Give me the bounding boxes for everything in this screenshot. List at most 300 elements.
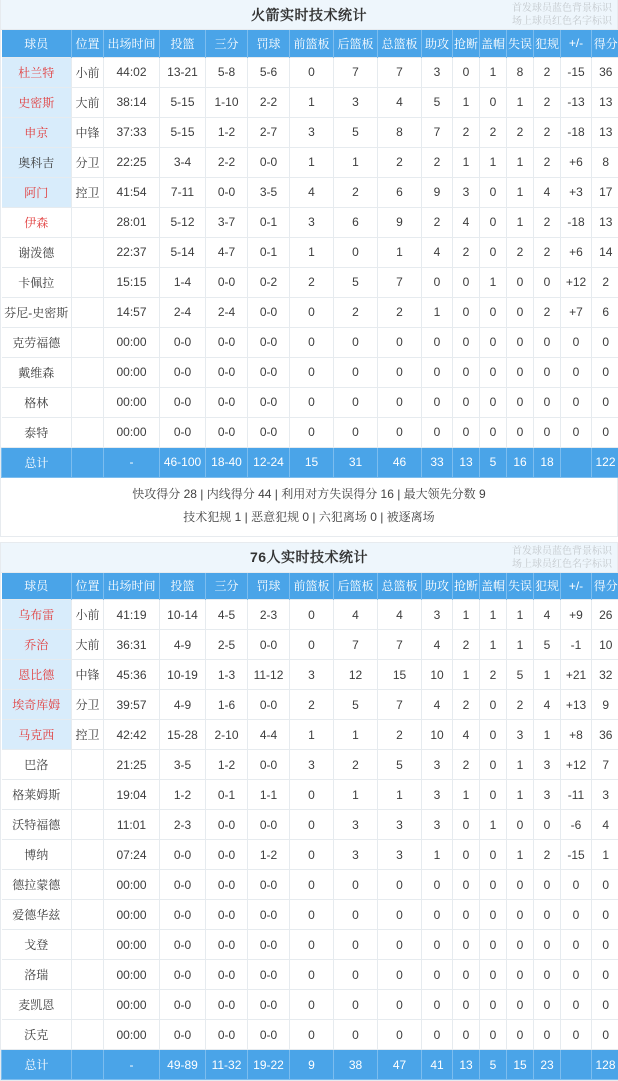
stat-cell-drb: 0 bbox=[334, 990, 378, 1020]
stat-cell-trb: 0 bbox=[378, 990, 422, 1020]
player-name-cell: 戈登 bbox=[2, 930, 72, 960]
stat-cell-pts: 13 bbox=[592, 87, 618, 117]
column-header-blk: 盖帽 bbox=[480, 30, 507, 57]
stat-cell-pm: +12 bbox=[561, 750, 592, 780]
stat-cell-fg: 4-9 bbox=[160, 630, 206, 660]
sixers-table-title: 76人实时技术统计 bbox=[250, 547, 368, 567]
stat-cell-stl: 0 bbox=[453, 810, 480, 840]
stat-cell-pos: 中锋 bbox=[72, 117, 104, 147]
stat-cell-tp: 1-10 bbox=[206, 87, 248, 117]
column-header-pm: +/- bbox=[561, 573, 592, 600]
stat-cell-stl: 0 bbox=[453, 900, 480, 930]
player-row bbox=[2, 840, 618, 870]
stat-cell-orb: 2 bbox=[290, 690, 334, 720]
stat-cell-ast: 41 bbox=[422, 1050, 453, 1080]
stat-cell-stl: 4 bbox=[453, 207, 480, 237]
stat-cell-pts: 36 bbox=[592, 57, 618, 87]
stat-cell-tov: 2 bbox=[507, 690, 534, 720]
stat-cell-pts: 0 bbox=[592, 1020, 618, 1050]
stat-cell-blk: 0 bbox=[480, 417, 507, 447]
column-header-name: 球员 bbox=[2, 30, 72, 57]
stat-cell-time: 22:37 bbox=[104, 237, 160, 267]
stat-cell-ft: 0-0 bbox=[248, 870, 290, 900]
stat-cell-blk: 0 bbox=[480, 690, 507, 720]
column-header-ft: 罚球 bbox=[248, 30, 290, 57]
stat-cell-ft: 0-0 bbox=[248, 750, 290, 780]
stat-cell-tov: 1 bbox=[507, 87, 534, 117]
stat-cell-pts: 13 bbox=[592, 117, 618, 147]
stat-cell-pts: 0 bbox=[592, 870, 618, 900]
stat-cell-tp: 0-0 bbox=[206, 177, 248, 207]
stat-cell-pf: 5 bbox=[534, 630, 561, 660]
stat-cell-stl: 2 bbox=[453, 750, 480, 780]
team-stats-line: 快攻得分 28 | 内线得分 44 | 利用对方失误得分 16 | 最大领先分数 9 bbox=[1, 483, 617, 506]
stat-cell-time: 00:00 bbox=[104, 387, 160, 417]
stat-cell-trb: 3 bbox=[378, 810, 422, 840]
stat-cell-pos: 大前 bbox=[72, 87, 104, 117]
column-header-drb: 后篮板 bbox=[334, 573, 378, 600]
stat-cell-blk: 1 bbox=[480, 630, 507, 660]
stat-cell-pf: 0 bbox=[534, 387, 561, 417]
stat-cell-time: 00:00 bbox=[104, 1020, 160, 1050]
column-header-stl: 抢断 bbox=[453, 30, 480, 57]
stat-cell-trb: 3 bbox=[378, 840, 422, 870]
stat-cell-drb: 4 bbox=[334, 600, 378, 630]
stat-cell-drb: 5 bbox=[334, 117, 378, 147]
stat-cell-orb: 0 bbox=[290, 357, 334, 387]
stat-cell-ast: 7 bbox=[422, 117, 453, 147]
stat-cell-drb: 0 bbox=[334, 930, 378, 960]
player-name-cell: 乌布雷 bbox=[2, 600, 72, 630]
stat-cell-stl: 0 bbox=[453, 387, 480, 417]
stat-cell-blk: 0 bbox=[480, 207, 507, 237]
stat-cell-ast: 0 bbox=[422, 387, 453, 417]
player-row bbox=[2, 810, 618, 840]
stat-cell-trb: 0 bbox=[378, 900, 422, 930]
stat-cell-tp: 1-3 bbox=[206, 660, 248, 690]
stat-cell-pts: 26 bbox=[592, 600, 618, 630]
stat-cell-pts: 0 bbox=[592, 387, 618, 417]
stat-cell-orb: 0 bbox=[290, 600, 334, 630]
stat-cell-pm: 0 bbox=[561, 417, 592, 447]
player-row bbox=[2, 930, 618, 960]
stat-cell-tov: 3 bbox=[507, 720, 534, 750]
stat-cell-pos bbox=[72, 417, 104, 447]
stat-cell-pos bbox=[72, 960, 104, 990]
stat-cell-trb: 6 bbox=[378, 177, 422, 207]
stat-cell-tp: 2-10 bbox=[206, 720, 248, 750]
stat-cell-blk: 0 bbox=[480, 87, 507, 117]
stat-cell-tp: 0-1 bbox=[206, 780, 248, 810]
stat-cell-pos: 分卫 bbox=[72, 690, 104, 720]
player-row bbox=[2, 630, 618, 660]
stat-cell-time: 44:02 bbox=[104, 57, 160, 87]
stat-cell-ft: 0-0 bbox=[248, 357, 290, 387]
stat-cell-pts: 122 bbox=[592, 447, 618, 477]
stat-cell-time: 00:00 bbox=[104, 960, 160, 990]
stat-cell-blk: 0 bbox=[480, 990, 507, 1020]
stat-cell-pf: 2 bbox=[534, 840, 561, 870]
column-header-pts: 得分 bbox=[592, 30, 618, 57]
stat-cell-ft: 0-0 bbox=[248, 690, 290, 720]
stat-cell-trb: 0 bbox=[378, 1020, 422, 1050]
stat-cell-tov: 0 bbox=[507, 900, 534, 930]
stat-cell-tp: 2-5 bbox=[206, 630, 248, 660]
stat-cell-ast: 0 bbox=[422, 327, 453, 357]
stat-cell-drb: 0 bbox=[334, 417, 378, 447]
player-row bbox=[2, 417, 618, 447]
stat-cell-stl: 1 bbox=[453, 660, 480, 690]
stat-cell-stl: 1 bbox=[453, 600, 480, 630]
stat-cell-pts: 36 bbox=[592, 720, 618, 750]
player-name-cell: 德拉蒙德 bbox=[2, 870, 72, 900]
stat-cell-pf: 2 bbox=[534, 237, 561, 267]
stat-cell-ast: 0 bbox=[422, 930, 453, 960]
stat-cell-ast: 10 bbox=[422, 720, 453, 750]
stat-cell-pos bbox=[72, 750, 104, 780]
stat-cell-time: 45:36 bbox=[104, 660, 160, 690]
column-header-pf: 犯规 bbox=[534, 30, 561, 57]
stat-cell-blk: 2 bbox=[480, 117, 507, 147]
player-name-cell: 乔治 bbox=[2, 630, 72, 660]
stat-cell-drb: 0 bbox=[334, 387, 378, 417]
stat-cell-pos bbox=[72, 357, 104, 387]
stat-cell-orb: 1 bbox=[290, 147, 334, 177]
stat-cell-stl: 1 bbox=[453, 87, 480, 117]
stat-cell-tp: 4-5 bbox=[206, 600, 248, 630]
stat-cell-time: 00:00 bbox=[104, 930, 160, 960]
stat-cell-ft: 0-0 bbox=[248, 990, 290, 1020]
stat-cell-fg: 10-14 bbox=[160, 600, 206, 630]
stat-cell-time: 14:57 bbox=[104, 297, 160, 327]
stat-cell-orb: 9 bbox=[290, 1050, 334, 1080]
stat-cell-tp: 0-0 bbox=[206, 387, 248, 417]
stat-cell-pm: -6 bbox=[561, 810, 592, 840]
stat-cell-orb: 1 bbox=[290, 720, 334, 750]
stat-cell-pm: +6 bbox=[561, 147, 592, 177]
stat-cell-ast: 0 bbox=[422, 960, 453, 990]
stat-cell-pm: +3 bbox=[561, 177, 592, 207]
stat-cell-blk: 0 bbox=[480, 960, 507, 990]
stat-cell-tov: 5 bbox=[507, 660, 534, 690]
stat-cell-fg: 0-0 bbox=[160, 990, 206, 1020]
stat-cell-blk: 1 bbox=[480, 147, 507, 177]
stat-cell-pm: 0 bbox=[561, 930, 592, 960]
stat-cell-pm: 0 bbox=[561, 357, 592, 387]
stat-cell-ast: 3 bbox=[422, 780, 453, 810]
column-header-row bbox=[2, 573, 618, 600]
stat-cell-tov: 0 bbox=[507, 960, 534, 990]
stat-cell-drb: 12 bbox=[334, 660, 378, 690]
stat-cell-orb: 4 bbox=[290, 177, 334, 207]
stat-cell-pm: 0 bbox=[561, 870, 592, 900]
stat-cell-blk: 2 bbox=[480, 660, 507, 690]
stat-cell-drb: 31 bbox=[334, 447, 378, 477]
stat-cell-pts: 128 bbox=[592, 1050, 618, 1080]
stat-cell-ast: 4 bbox=[422, 237, 453, 267]
stat-cell-tov: 2 bbox=[507, 117, 534, 147]
stat-cell-drb: 5 bbox=[334, 690, 378, 720]
stat-cell-ast: 4 bbox=[422, 690, 453, 720]
stat-cell-orb: 0 bbox=[290, 900, 334, 930]
player-name-cell: 戴维森 bbox=[2, 357, 72, 387]
rockets-stats-table bbox=[1, 30, 618, 478]
stat-cell-pf: 0 bbox=[534, 870, 561, 900]
stat-cell-pts: 2 bbox=[592, 267, 618, 297]
stat-cell-tov: 2 bbox=[507, 237, 534, 267]
stat-cell-pf: 0 bbox=[534, 417, 561, 447]
stat-cell-ft: 4-4 bbox=[248, 720, 290, 750]
stat-cell-orb: 0 bbox=[290, 780, 334, 810]
column-header-drb: 后篮板 bbox=[334, 30, 378, 57]
stat-cell-tov: 0 bbox=[507, 417, 534, 447]
player-name-cell: 伊森 bbox=[2, 207, 72, 237]
stat-cell-orb: 0 bbox=[290, 1020, 334, 1050]
stat-cell-pts: 0 bbox=[592, 900, 618, 930]
stat-cell-pts: 17 bbox=[592, 177, 618, 207]
stat-cell-tov: 15 bbox=[507, 1050, 534, 1080]
column-header-ast: 助攻 bbox=[422, 573, 453, 600]
player-row bbox=[2, 87, 618, 117]
stat-cell-tp: 2-2 bbox=[206, 147, 248, 177]
stat-cell-ft: 19-22 bbox=[248, 1050, 290, 1080]
stat-cell-ft: 12-24 bbox=[248, 447, 290, 477]
stat-cell-ft: 0-0 bbox=[248, 297, 290, 327]
stat-cell-ft: 0-0 bbox=[248, 327, 290, 357]
player-name-cell: 恩比德 bbox=[2, 660, 72, 690]
stat-cell-drb: 3 bbox=[334, 810, 378, 840]
stat-cell-ft: 0-0 bbox=[248, 960, 290, 990]
column-header-fg: 投篮 bbox=[160, 30, 206, 57]
stat-cell-pos: 中锋 bbox=[72, 660, 104, 690]
stat-cell-blk: 0 bbox=[480, 840, 507, 870]
stat-cell-pf: 0 bbox=[534, 960, 561, 990]
stat-cell-pts: 13 bbox=[592, 207, 618, 237]
stat-cell-pts: 0 bbox=[592, 357, 618, 387]
player-name-cell: 沃特福德 bbox=[2, 810, 72, 840]
player-row bbox=[2, 960, 618, 990]
stat-cell-fg: 15-28 bbox=[160, 720, 206, 750]
column-header-ft: 罚球 bbox=[248, 573, 290, 600]
stat-cell-pos bbox=[72, 207, 104, 237]
stat-cell-tp: 0-0 bbox=[206, 357, 248, 387]
stat-cell-trb: 0 bbox=[378, 930, 422, 960]
stat-cell-fg: 13-21 bbox=[160, 57, 206, 87]
stat-cell-fg: 0-0 bbox=[160, 840, 206, 870]
stat-cell-pf: 0 bbox=[534, 327, 561, 357]
column-header-name: 球员 bbox=[2, 573, 72, 600]
stat-cell-fg: 3-5 bbox=[160, 750, 206, 780]
player-row bbox=[2, 117, 618, 147]
stat-cell-fg: 10-19 bbox=[160, 660, 206, 690]
stat-cell-drb: 38 bbox=[334, 1050, 378, 1080]
stat-cell-stl: 0 bbox=[453, 960, 480, 990]
stat-cell-pos bbox=[72, 387, 104, 417]
stat-cell-tp: 0-0 bbox=[206, 990, 248, 1020]
player-row bbox=[2, 1020, 618, 1050]
stat-cell-trb: 7 bbox=[378, 630, 422, 660]
stat-cell-ft: 11-12 bbox=[248, 660, 290, 690]
stat-cell-pts: 0 bbox=[592, 930, 618, 960]
player-name-cell: 巴洛 bbox=[2, 750, 72, 780]
stat-cell-pos bbox=[72, 780, 104, 810]
stat-cell-tov: 1 bbox=[507, 177, 534, 207]
stat-cell-tov: 16 bbox=[507, 447, 534, 477]
stat-cell-tov: 0 bbox=[507, 387, 534, 417]
stat-cell-tp: 18-40 bbox=[206, 447, 248, 477]
stat-cell-tov: 1 bbox=[507, 780, 534, 810]
stat-cell-time: 22:25 bbox=[104, 147, 160, 177]
stat-cell-pf: 1 bbox=[534, 720, 561, 750]
stat-cell-pf: 18 bbox=[534, 447, 561, 477]
stat-cell-tov: 1 bbox=[507, 207, 534, 237]
stat-cell-blk: 5 bbox=[480, 1050, 507, 1080]
stat-cell-pm: 0 bbox=[561, 387, 592, 417]
stat-cell-ast: 3 bbox=[422, 57, 453, 87]
stat-cell-pm: 0 bbox=[561, 960, 592, 990]
stat-cell-ast: 0 bbox=[422, 900, 453, 930]
stat-cell-pm: 0 bbox=[561, 990, 592, 1020]
stat-cell-tp: 1-6 bbox=[206, 690, 248, 720]
stat-cell-fg: 5-14 bbox=[160, 237, 206, 267]
stat-cell-drb: 1 bbox=[334, 720, 378, 750]
stat-cell-ast: 33 bbox=[422, 447, 453, 477]
column-header-pts: 得分 bbox=[592, 573, 618, 600]
sixers-stats-block bbox=[0, 542, 618, 1081]
stat-cell-ast: 3 bbox=[422, 810, 453, 840]
stat-cell-pf: 2 bbox=[534, 297, 561, 327]
rockets-stats-block bbox=[0, 0, 618, 537]
stat-cell-pos bbox=[72, 447, 104, 477]
player-row bbox=[2, 267, 618, 297]
player-name-cell: 麦凯恩 bbox=[2, 990, 72, 1020]
player-name-cell: 卡佩拉 bbox=[2, 267, 72, 297]
column-header-row bbox=[2, 30, 618, 57]
player-row bbox=[2, 57, 618, 87]
stat-cell-pts: 1 bbox=[592, 840, 618, 870]
stat-cell-time: 00:00 bbox=[104, 870, 160, 900]
stat-cell-orb: 0 bbox=[290, 960, 334, 990]
stat-cell-blk: 1 bbox=[480, 267, 507, 297]
stat-cell-tp: 11-32 bbox=[206, 1050, 248, 1080]
stat-cell-orb: 0 bbox=[290, 810, 334, 840]
stat-cell-pf: 3 bbox=[534, 780, 561, 810]
stat-cell-tp: 0-0 bbox=[206, 267, 248, 297]
stat-cell-fg: 0-0 bbox=[160, 900, 206, 930]
stat-cell-drb: 0 bbox=[334, 1020, 378, 1050]
stat-cell-tp: 0-0 bbox=[206, 870, 248, 900]
stat-cell-trb: 46 bbox=[378, 447, 422, 477]
stat-cell-ft: 0-0 bbox=[248, 387, 290, 417]
stat-cell-trb: 0 bbox=[378, 357, 422, 387]
stat-cell-orb: 3 bbox=[290, 660, 334, 690]
stat-cell-stl: 1 bbox=[453, 147, 480, 177]
stat-cell-ast: 2 bbox=[422, 147, 453, 177]
stat-cell-ft: 0-0 bbox=[248, 810, 290, 840]
stat-cell-stl: 0 bbox=[453, 57, 480, 87]
team-fouls-line: 技术犯规 1 | 恶意犯规 0 | 六犯离场 0 | 被逐离场 bbox=[1, 506, 617, 529]
stat-cell-ft: 2-3 bbox=[248, 600, 290, 630]
stat-cell-tov: 0 bbox=[507, 327, 534, 357]
stat-cell-fg: 2-4 bbox=[160, 297, 206, 327]
stat-cell-drb: 0 bbox=[334, 237, 378, 267]
stat-cell-orb: 0 bbox=[290, 990, 334, 1020]
stat-cell-pf: 2 bbox=[534, 147, 561, 177]
column-header-stl: 抢断 bbox=[453, 573, 480, 600]
stat-cell-trb: 5 bbox=[378, 750, 422, 780]
stat-cell-drb: 7 bbox=[334, 630, 378, 660]
stat-cell-pm: -18 bbox=[561, 207, 592, 237]
stat-cell-stl: 0 bbox=[453, 930, 480, 960]
stat-cell-pm: +9 bbox=[561, 600, 592, 630]
stat-cell-stl: 0 bbox=[453, 327, 480, 357]
stat-cell-drb: 2 bbox=[334, 297, 378, 327]
stat-cell-blk: 0 bbox=[480, 177, 507, 207]
stat-cell-pos bbox=[72, 327, 104, 357]
stat-cell-stl: 3 bbox=[453, 177, 480, 207]
player-name-cell: 克劳福德 bbox=[2, 327, 72, 357]
stat-cell-orb: 0 bbox=[290, 870, 334, 900]
stat-cell-orb: 0 bbox=[290, 840, 334, 870]
stat-cell-pos: 小前 bbox=[72, 57, 104, 87]
stat-cell-time: 00:00 bbox=[104, 990, 160, 1020]
stat-cell-tp: 0-0 bbox=[206, 810, 248, 840]
stat-cell-pf: 0 bbox=[534, 267, 561, 297]
player-row bbox=[2, 147, 618, 177]
stat-cell-time: 42:42 bbox=[104, 720, 160, 750]
rockets-title-band bbox=[1, 0, 617, 30]
stat-cell-tp: 5-8 bbox=[206, 57, 248, 87]
stat-cell-stl: 2 bbox=[453, 117, 480, 147]
stat-cell-pf: 2 bbox=[534, 87, 561, 117]
stat-cell-blk: 0 bbox=[480, 780, 507, 810]
column-header-time: 出场时间 bbox=[104, 573, 160, 600]
stat-cell-pts: 9 bbox=[592, 690, 618, 720]
stat-cell-stl: 0 bbox=[453, 840, 480, 870]
stat-cell-ast: 1 bbox=[422, 297, 453, 327]
stat-cell-tp: 1-2 bbox=[206, 117, 248, 147]
column-header-orb: 前篮板 bbox=[290, 30, 334, 57]
stat-cell-fg: 5-15 bbox=[160, 117, 206, 147]
sixers-title-band bbox=[1, 543, 617, 573]
stat-cell-tov: 8 bbox=[507, 57, 534, 87]
stat-cell-pos bbox=[72, 297, 104, 327]
player-row bbox=[2, 387, 618, 417]
stat-cell-tov: 0 bbox=[507, 990, 534, 1020]
stat-cell-ast: 10 bbox=[422, 660, 453, 690]
player-row bbox=[2, 237, 618, 267]
stat-cell-tp: 0-0 bbox=[206, 1020, 248, 1050]
stat-cell-pf: 1 bbox=[534, 660, 561, 690]
stat-cell-fg: 1-4 bbox=[160, 267, 206, 297]
stat-cell-pf: 3 bbox=[534, 750, 561, 780]
stat-cell-trb: 0 bbox=[378, 387, 422, 417]
player-row bbox=[2, 177, 618, 207]
stat-cell-ft: 1-2 bbox=[248, 840, 290, 870]
stat-cell-pf: 2 bbox=[534, 117, 561, 147]
column-header-trb: 总篮板 bbox=[378, 573, 422, 600]
stat-cell-drb: 5 bbox=[334, 267, 378, 297]
stat-cell-pm: -11 bbox=[561, 780, 592, 810]
stat-cell-pos bbox=[72, 930, 104, 960]
stat-cell-blk: 0 bbox=[480, 900, 507, 930]
stat-cell-time: 38:14 bbox=[104, 87, 160, 117]
stat-cell-trb: 4 bbox=[378, 600, 422, 630]
stat-cell-pm: +7 bbox=[561, 297, 592, 327]
stat-cell-pf: 0 bbox=[534, 810, 561, 840]
player-name-cell: 马克西 bbox=[2, 720, 72, 750]
stat-cell-orb: 0 bbox=[290, 387, 334, 417]
